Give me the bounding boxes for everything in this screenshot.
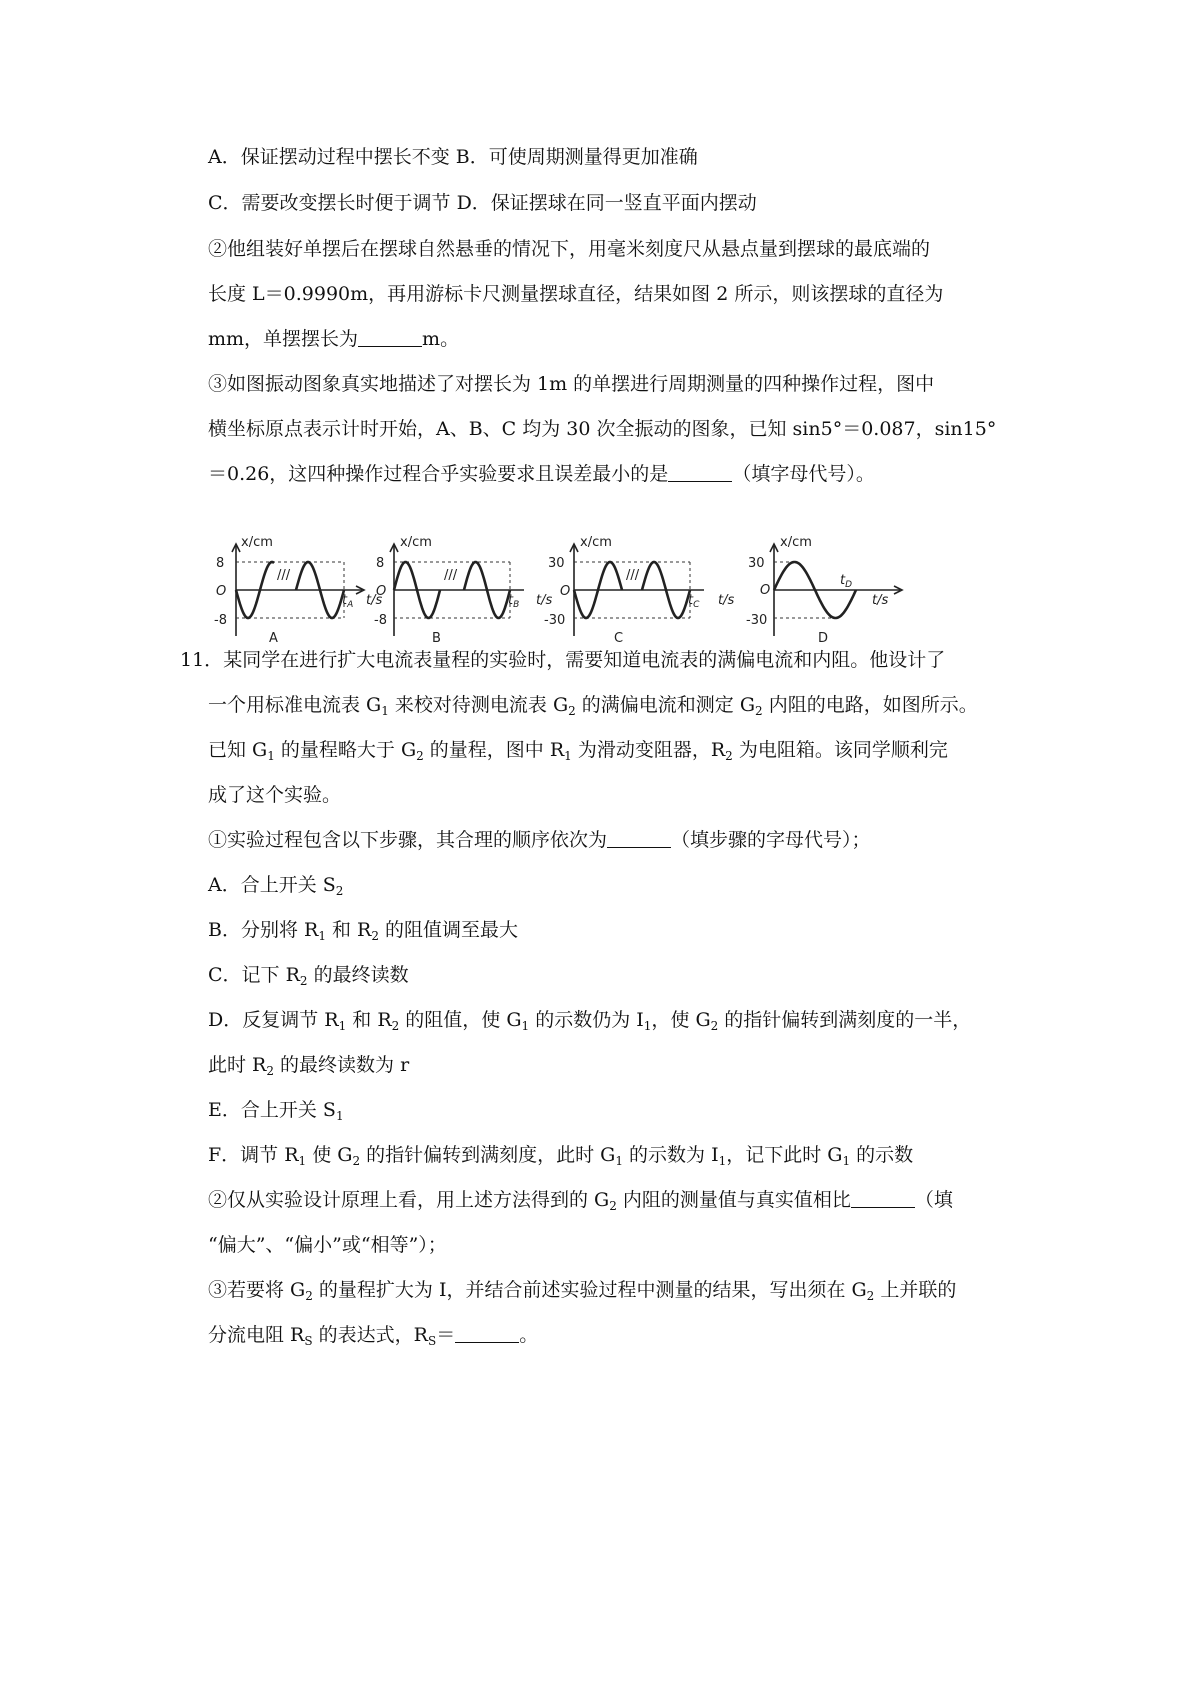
vibration-graphs xyxy=(214,532,916,644)
graph-a xyxy=(214,535,364,644)
y-axis-label-b: x/cm xyxy=(400,535,432,550)
answer-blank[interactable] xyxy=(668,463,732,482)
t-end-label-d: $t_D$ xyxy=(840,573,853,590)
answer-blank[interactable] xyxy=(607,829,671,848)
step-b: B．分别将 $R_1$ 和 $R_2$ 的阻值调至最大 xyxy=(208,919,519,943)
graph-letter-d: D xyxy=(818,631,829,644)
question-number: 11． xyxy=(180,649,224,671)
x-axis-label-b: t/s xyxy=(366,593,383,608)
svg-text:///: /// xyxy=(277,568,291,583)
graph-letter-c: C xyxy=(614,631,624,644)
neg-amp-label-a: -8 xyxy=(214,613,227,628)
amp-label-b: 8 xyxy=(376,556,385,571)
sub-question-3-line-3: ＝0.26，这四种操作过程合乎实验要求且误差最小的是 （填字母代号）。 xyxy=(208,463,875,485)
sub-question-2-line-3: mm，单摆摆长为 m。 xyxy=(208,328,460,350)
graph-d xyxy=(718,535,902,644)
q11-sub-question-3-line-1: ③若要将 $G_2$ 的量程扩大为 I，并结合前述实验过程中测量的结果，写出须在 $G_2$ 上并联的 xyxy=(208,1279,957,1303)
t-end-label-c: $t_C$ xyxy=(688,593,700,610)
graph-b xyxy=(366,535,524,644)
q11-sub-question-3-line-2: 分流电阻 $R_S$ 的表达式，$R_S=$ 。 xyxy=(208,1324,539,1348)
option-line-cd: C．需要改变摆长时便于调节 D．保证摆球在同一竖直平面内摆动 xyxy=(208,192,757,214)
y-axis-label-c: x/cm xyxy=(580,535,612,550)
step-d-line-2: 此时 $R_2$ 的最终读数为 r xyxy=(208,1054,410,1078)
amp-label-d: 30 xyxy=(748,556,765,571)
amp-label-c: 30 xyxy=(548,556,565,571)
origin-label-c: O xyxy=(560,584,571,599)
sub-question-3-line-1: ③如图振动图象真实地描述了对摆长为 1m 的单摆进行周期测量的四种操作过程，图中 xyxy=(208,373,935,395)
answer-blank[interactable] xyxy=(455,1324,519,1343)
y-axis-label-a: x/cm xyxy=(241,535,273,550)
sub-question-3-line-2: 横坐标原点表示计时开始，A、B、C 均为 30 次全振动的图象，已知 sin5°＝0.087，sin15° xyxy=(208,418,997,440)
q11-line-1: 11．某同学在进行扩大电流表量程的实验时，需要知道电流表的满偏电流和内阻。他设计了 xyxy=(180,649,946,671)
x-axis-label-d-left: t/s xyxy=(718,593,735,608)
graph-c xyxy=(536,535,704,644)
q11-sub-question-2-line-2: “偏大”、“偏小”或“相等”）； xyxy=(208,1234,447,1256)
x-axis-label-c: t/s xyxy=(536,593,553,608)
neg-amp-label-b: -8 xyxy=(374,613,387,628)
svg-text:///: /// xyxy=(444,568,458,583)
q11-sub-question-1: ①实验过程包含以下步骤，其合理的顺序依次为 （填步骤的字母代号）； xyxy=(208,829,871,851)
neg-amp-label-d: -30 xyxy=(746,613,768,628)
step-f: F．调节 $R_1$ 使 $G_2$ 的指针偏转到满刻度，此时 $G_1$ 的示数为 $I_1$，记下此时 $G_1$ 的示数 xyxy=(208,1144,914,1168)
origin-label-a: O xyxy=(216,584,227,599)
step-e: E．合上开关 $S_1$ xyxy=(208,1099,344,1123)
step-a: A．合上开关 $S_2$ xyxy=(208,874,344,898)
t-end-label-b: $t_B$ xyxy=(508,593,520,610)
y-axis-label-d: x/cm xyxy=(780,535,812,550)
answer-blank[interactable] xyxy=(851,1189,915,1208)
graph-letter-b: B xyxy=(432,631,441,644)
q11-line-3: 已知 $G_1$ 的量程略大于 $G_2$ 的量程，图中 $R_1$ 为滑动变阻器，$R_2$ 为电阻箱。该同学顺利完 xyxy=(208,739,948,763)
t-end-label-a: $t_A$ xyxy=(342,593,354,610)
origin-label-d: O xyxy=(760,583,771,598)
q11-line-4: 成了这个实验。 xyxy=(208,784,342,806)
svg-text:///: /// xyxy=(626,568,640,583)
step-c: C．记下 $R_2$ 的最终读数 xyxy=(208,964,409,988)
sub-question-2-line-1: ②他组装好单摆后在摆球自然悬垂的情况下，用毫米刻度尺从悬点量到摆球的最底端的 xyxy=(208,238,931,260)
x-axis-label-d: t/s xyxy=(872,593,889,608)
origin-label-b: O xyxy=(376,584,387,599)
sub-question-2-line-2: 长度 L＝0.9990m，再用游标卡尺测量摆球直径，结果如图 2 所示，则该摆球的直径为 xyxy=(208,283,944,305)
answer-blank[interactable] xyxy=(358,328,422,347)
amp-label-a: 8 xyxy=(216,556,225,571)
step-d-line-1: D．反复调节 $R_1$ 和 $R_2$ 的阻值，使 $G_1$ 的示数仍为 $I_1$，使 $G_2$ 的指针偏转到满刻度的一半， xyxy=(208,1009,972,1033)
q11-sub-question-2-line-1: ②仅从实验设计原理上看，用上述方法得到的 $G_2$ 内阻的测量值与真实值相比 （填 xyxy=(208,1189,953,1213)
neg-amp-label-c: -30 xyxy=(544,613,566,628)
option-line-ab: A．保证摆动过程中摆长不变 B．可使周期测量得更加准确 xyxy=(208,146,698,168)
q11-line-2: 一个用标准电流表 $G_1$ 来校对待测电流表 $G_2$ 的满偏电流和测定 $G_2$ 内阻的电路，如图所示。 xyxy=(208,694,978,718)
graph-letter-a: A xyxy=(269,631,278,644)
